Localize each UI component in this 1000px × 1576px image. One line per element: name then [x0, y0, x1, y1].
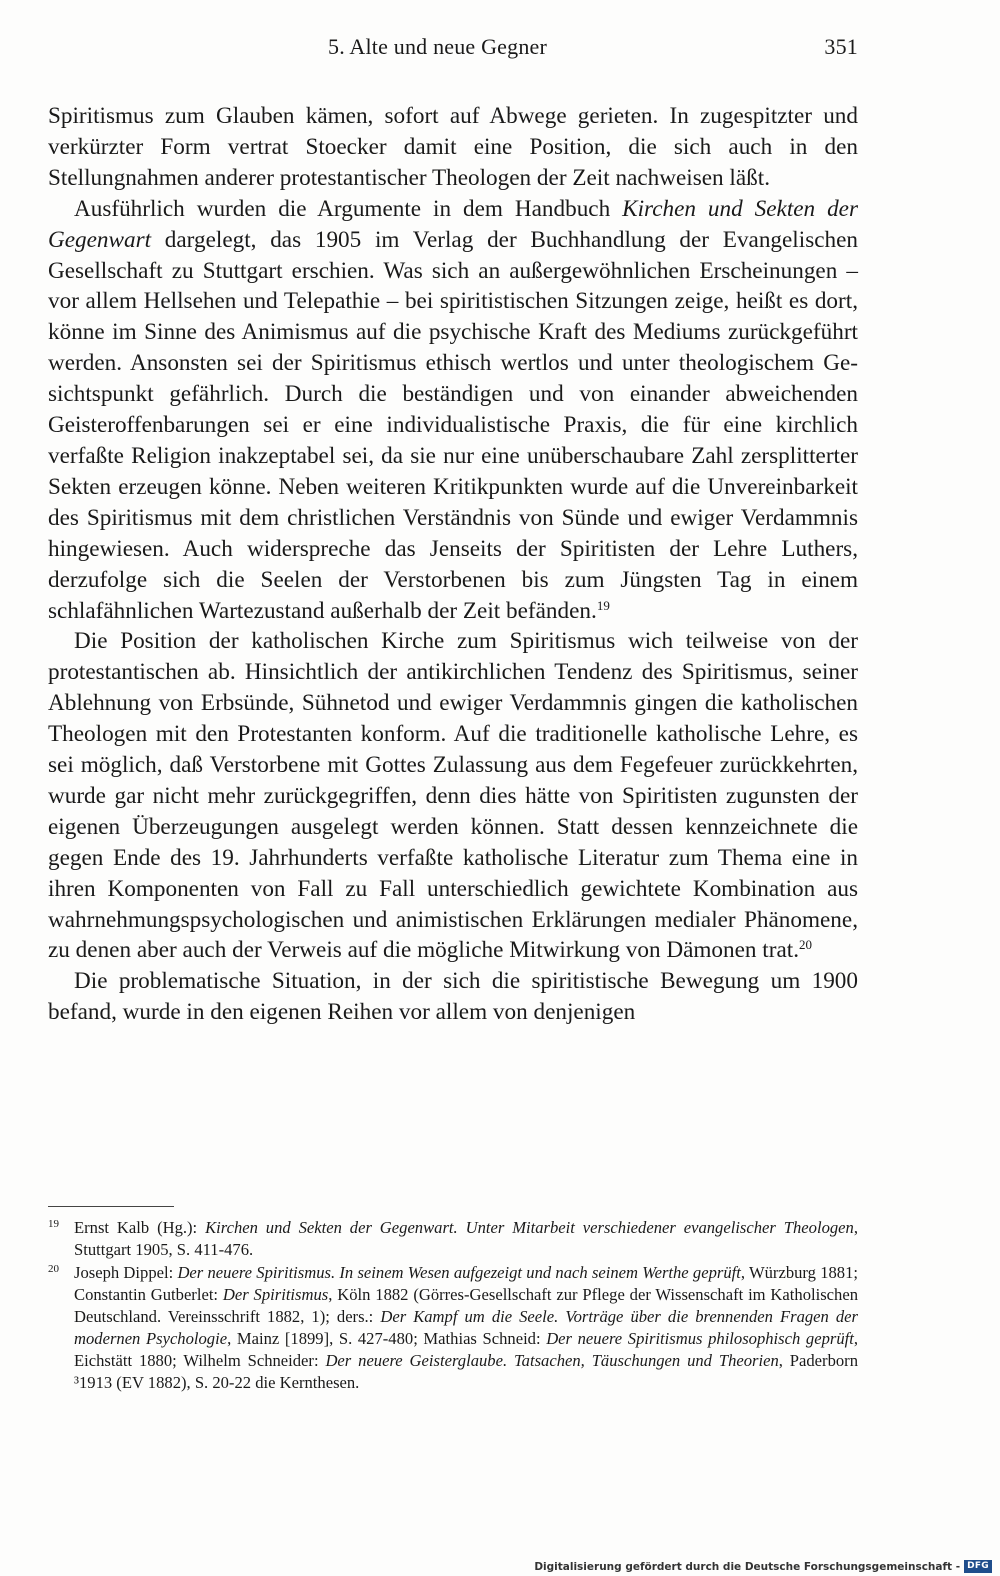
footnote-20	[48, 1262, 858, 1394]
footnote-text: , Würzburg 1881; Constantin Gutberlet:	[74, 1263, 858, 1304]
footnote-text: , Stuttgart 1905, S. 411-476.	[74, 1218, 858, 1259]
footnote-text: , Mainz [1899], S. 427-480; Mathias Schneid:	[227, 1329, 547, 1348]
footnote-title: Der neuere Spiritismus. In seinem Wesen aufgezeigt und nach seinem Werthe geprüft	[177, 1263, 741, 1282]
digitization-credit	[534, 1560, 992, 1573]
footnote-text: Joseph Dippel:	[74, 1263, 178, 1282]
footnote-text: , Köln 1882 (Görres-Gesellschaft zur Pflege der Wissenschaft im Katholischen Deutschland. Vereinsschrift 1882, 1); ders.:	[74, 1285, 858, 1326]
footnote-text: , Paderborn ³1913 (EV 1882), S. 20-22 die Kernthesen.	[74, 1351, 858, 1392]
book-title: Kirchen und Sekten der Gegenwart	[48, 195, 858, 253]
footnote-number: 19	[48, 1218, 59, 1230]
footnote-title: Kirchen und Sekten der Gegenwart. Unter Mitarbeit verschiedener evangelischer Theologen	[205, 1218, 854, 1237]
section-title: 5. Alte und neue Gegner	[328, 34, 548, 59]
paragraph-text: Spiritismus zum Glauben kämen, sofort auf Abwege gerieten. In zugespitzter und verkürzter Form vertrat Stoecker damit eine Position, die sich auch in den Stellungnahmen anderer protestantischer Theologen der Zeit nachweisen läßt.	[48, 103, 858, 191]
main-text	[48, 101, 858, 1028]
running-head	[48, 34, 858, 64]
footnote-title: Der neuere Spiritismus philosophisch geprüft	[546, 1329, 854, 1348]
footnote-reference-19[interactable]: 19	[596, 597, 610, 613]
credit-text: Digitalisierung gefördert durch die Deutsche Forschungsgemeinschaft -	[534, 1560, 961, 1573]
paragraph-2	[48, 194, 858, 627]
paragraph-text: Die Position der katholischen Kirche zum Spiritismus wich teilweise von der protestantischen ab. Hinsichtlich der antikirchlichen Tendenz des Spiritismus, seiner Ablehnung von Erbsünde, Sühnetod und ewiger Verdammnis gingen die katholischen Theologen mit den Protestanten konform. Auf die traditionelle katholische Lehre, es sei möglich, daß Verstorbene mit Gottes Zulassung aus dem Fegefeuer zurückkehrten, wurde gar nicht mehr zurückgegriffen, denn dies hätte von Spiritisten zugunsten der eigenen Überzeugungen ausgelegt werden können. Statt dessen kennzeichnete die gegen Ende des 19. Jahrhunderts verfaßte katholische Literatur zum Thema eine in ihren Komponenten von Fall zu Fall unterschiedlich gewichtete Kombination aus wahrnehmungspsychologischen und animistischen Erklärungen medialer Phänomene, zu denen aber auch der Verweis auf die mögliche Mitwirkung von Dämonen trat.	[48, 628, 858, 964]
paragraph-1	[48, 101, 858, 194]
footnote-text: , Eichstätt 1880; Wilhelm Schneider:	[74, 1329, 858, 1370]
footnote-title: Der neuere Geisterglaube. Tatsachen, Täuschungen und Theorien	[325, 1351, 779, 1370]
footnote-divider	[48, 1206, 174, 1207]
dfg-logo: DFG	[964, 1560, 992, 1573]
paragraph-4	[48, 966, 858, 1028]
footnote-reference-20[interactable]: 20	[799, 937, 812, 953]
paragraph-text: Ausführlich wurden die Argumente in dem Handbuch	[74, 195, 623, 222]
footnote-number: 20	[48, 1263, 59, 1275]
footnote-19	[48, 1217, 858, 1261]
paragraph-text: Die problematische Situation, in der sich die spiritistische Bewegung um 1900 befand, wurde in den eigenen Reihen vor allem von denjenigen	[48, 968, 858, 1026]
paragraph-text: dargelegt, das 1905 im Verlag der Buchhandlung der Evangelischen Gesellschaft zu Stuttgart erschien. Was sich an außergewöhnlichen Erscheinungen – vor allem Hellsehen und Telepathie – bei spiritistischen Sitzungen zeige, heißt es dort, könne im Sinne des Animismus auf die psychische Kraft des Mediums zurückgeführt werden. Ansonsten sei der Spiritismus ethisch wertlos und unter theologischem Gesichtspunkt gefährlich. Durch die beständigen und von einander abweichenden Geisteroffenbarungen sei er eine individualistische Praxis, die für eine kirchlich verfaßte Religion inakzeptabel sei, da sie nur eine unüberschaubare Zahl zersplitterter Sekten erzeugen könne. Neben weiteren Kritikpunkten wurde auf die Unvereinbarkeit des Spiritismus mit dem christlichen Verständnis von Sünde und ewiger Verdammnis hingewiesen. Auch widerspreche das Jenseits der Spiritisten der Lehre Luthers, derzufolge sich die Seelen der Verstorbenen bis zum Jüngsten Tag in einem schlafähnlichen Wartezustand außerhalb der Zeit befänden.	[48, 226, 858, 624]
page-number: 351	[824, 34, 858, 59]
footnote-text: Ernst Kalb (Hg.):	[74, 1218, 206, 1237]
footnotes	[48, 1217, 858, 1395]
footnote-title: Der Spiritismus	[222, 1285, 329, 1304]
footnote-title: Der Kampf um die Seele. Vorträge über die brennenden Fragen der modernen Psychologie	[74, 1307, 858, 1348]
paragraph-3	[48, 626, 858, 966]
